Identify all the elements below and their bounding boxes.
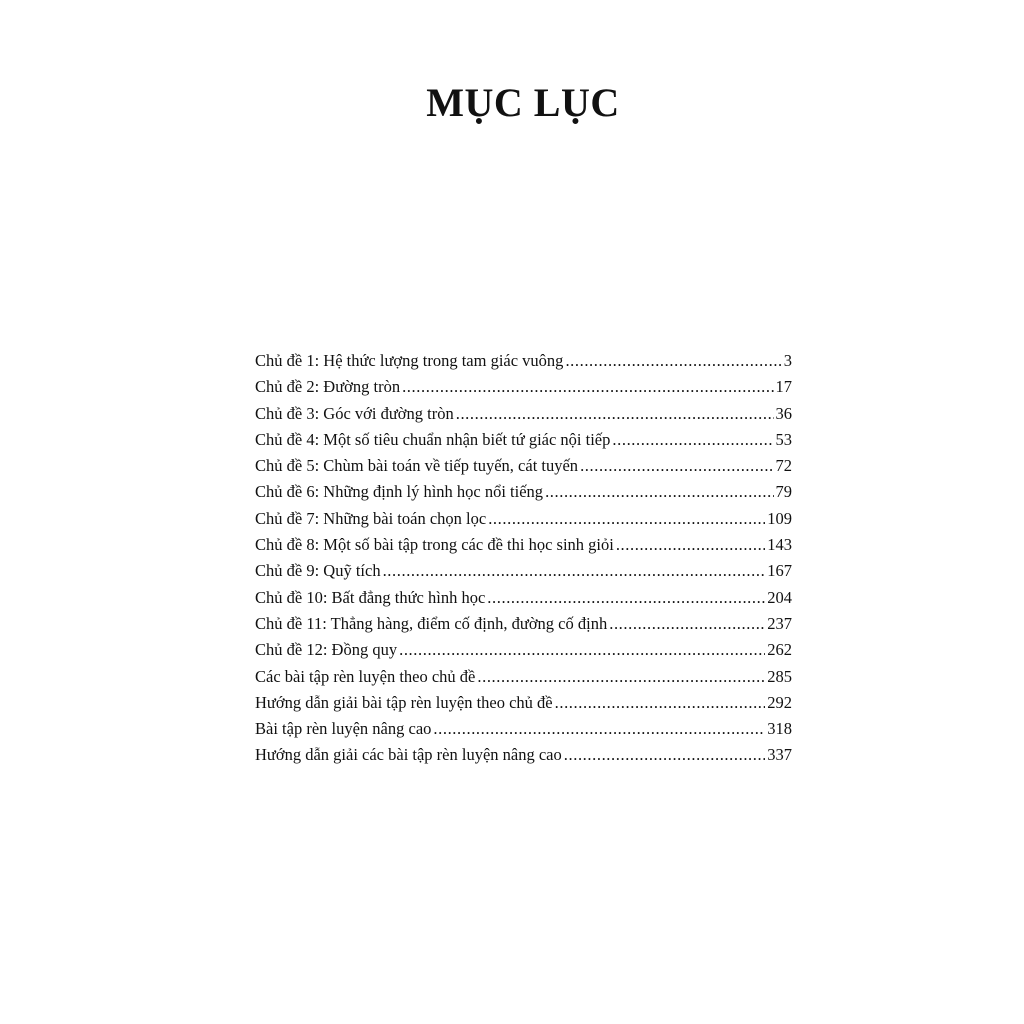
toc-dot-leader — [383, 558, 766, 584]
toc-page-number: 72 — [775, 456, 792, 476]
toc-dot-leader — [612, 427, 773, 453]
toc-entry-label: Hướng dẫn giải các bài tập rèn luyện nâng cao — [255, 745, 562, 765]
toc-entry — [255, 348, 792, 374]
table-of-contents — [255, 348, 792, 769]
toc-dot-leader — [399, 637, 765, 663]
toc-page-number: 262 — [767, 640, 792, 660]
toc-page-number: 292 — [767, 692, 792, 712]
toc-dot-leader — [565, 348, 781, 374]
toc-page-number: 109 — [767, 508, 792, 528]
toc-entry-label: Chủ đề 2: Đường tròn — [255, 377, 401, 397]
toc-dot-leader — [545, 479, 773, 505]
toc-entry — [255, 374, 792, 400]
toc-entry — [255, 401, 792, 427]
toc-page-number: 237 — [767, 613, 792, 633]
toc-entry — [255, 742, 792, 768]
toc-page-number: 53 — [775, 429, 792, 449]
toc-entry-label: Chủ đề 3: Góc với đường tròn — [255, 403, 454, 423]
toc-dot-leader — [488, 506, 765, 532]
toc-dot-leader — [487, 585, 765, 611]
toc-entry-label: Chủ đề 4: Một số tiêu chuẩn nhận biết tứ giác nội tiếp — [255, 429, 611, 449]
toc-entry — [255, 716, 792, 742]
toc-dot-leader — [555, 690, 766, 716]
toc-page-number: 36 — [775, 403, 792, 423]
toc-page-number: 17 — [775, 377, 792, 397]
toc-entry — [255, 506, 792, 532]
toc-dot-leader — [402, 374, 773, 400]
toc-entry-label: Chủ đề 6: Những định lý hình học nổi tiếng — [255, 482, 544, 502]
toc-entry-label: Chủ đề 10: Bất đẳng thức hình học — [255, 587, 486, 607]
toc-entry-label: Hướng dẫn giải bài tập rèn luyện theo chủ đề — [255, 692, 553, 712]
toc-entry — [255, 690, 792, 716]
toc-entry — [255, 558, 792, 584]
toc-entry — [255, 664, 792, 690]
toc-entry-label: Chủ đề 12: Đồng quy — [255, 640, 398, 660]
toc-page-number: 143 — [767, 535, 792, 555]
toc-entry-label: Chủ đề 11: Thẳng hàng, điểm cố định, đường cố định — [255, 613, 608, 633]
toc-entry-label: Bài tập rèn luyện nâng cao — [255, 719, 432, 739]
toc-entry — [255, 585, 792, 611]
toc-entry-label: Chủ đề 8: Một số bài tập trong các đề thi học sinh giỏi — [255, 535, 614, 555]
toc-entry-label: Chủ đề 5: Chùm bài toán về tiếp tuyến, cát tuyến — [255, 456, 579, 476]
toc-page-number: 3 — [783, 351, 792, 370]
toc-dot-leader — [433, 716, 765, 742]
toc-dot-leader — [616, 532, 765, 558]
toc-entry — [255, 611, 792, 637]
toc-page-number: 167 — [767, 561, 792, 581]
toc-entry — [255, 427, 792, 453]
page-title: MỤC LỤC — [426, 80, 620, 125]
toc-page-number: 318 — [767, 719, 792, 739]
toc-dot-leader — [580, 453, 773, 479]
toc-entry — [255, 453, 792, 479]
toc-entry — [255, 532, 792, 558]
toc-dot-leader — [477, 664, 765, 690]
toc-page-number: 337 — [767, 745, 792, 765]
toc-entry-label: Chủ đề 7: Những bài toán chọn lọc — [255, 508, 487, 528]
toc-entry — [255, 479, 792, 505]
toc-entry-label: Chủ đề 1: Hệ thức lượng trong tam giác vuông — [255, 351, 564, 370]
toc-entry-label: Các bài tập rèn luyện theo chủ đề — [255, 666, 476, 686]
toc-dot-leader — [609, 611, 765, 637]
toc-page-number: 204 — [767, 587, 792, 607]
toc-page-number: 79 — [775, 482, 792, 502]
toc-entry — [255, 637, 792, 663]
toc-entry-label: Chủ đề 9: Quỹ tích — [255, 561, 381, 581]
toc-page-number: 285 — [767, 666, 792, 686]
toc-dot-leader — [564, 742, 765, 768]
toc-dot-leader — [456, 401, 774, 427]
